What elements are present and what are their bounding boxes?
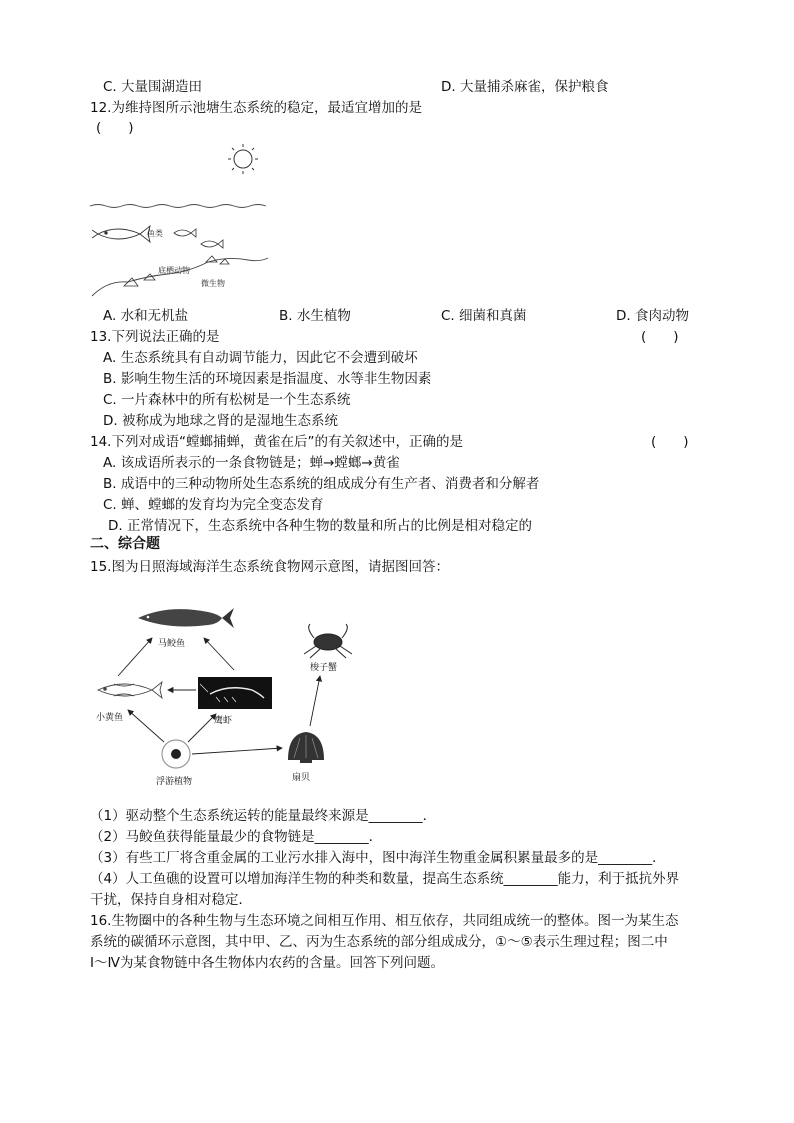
arrow-scallop-to-crab bbox=[310, 676, 320, 726]
q11-option-d: D. 大量捕杀麻雀，保护粮食 bbox=[441, 79, 609, 95]
scallop-icon bbox=[288, 732, 324, 763]
q14-option-a: A. 该成语所表示的一条食物链是；蝉→螳螂→黄雀 bbox=[103, 455, 400, 471]
plankton-icon bbox=[162, 740, 190, 768]
arrow-shrimp-to-mackerel bbox=[204, 638, 234, 670]
q14-option-d: D. 正常情况下，生态系统中各种生物的数量和所占的比例是相对稳定的 bbox=[108, 518, 532, 534]
q12-answer-paren: ( ) bbox=[96, 120, 134, 136]
q12-fig-label-benthic: 底栖动物 bbox=[158, 266, 190, 275]
q15-sub-4: （4）人工鱼礁的设置可以增加海洋生物的种类和数量，提高生态系统________能力，利于抵抗外界 bbox=[90, 871, 680, 887]
sun-icon bbox=[228, 144, 258, 174]
q12-stem: 12.为维持图所示池塘生态系统的稳定，最适宜增加的是 bbox=[90, 100, 422, 116]
arrow-plankton-to-scallop bbox=[192, 748, 282, 754]
q15-sub-1: （1）驱动整个生态系统运转的能量最终来源是________． bbox=[90, 808, 437, 824]
q15-fig-label-plankton: 浮游植物 bbox=[156, 777, 193, 787]
q14-answer-paren: ( ) bbox=[651, 434, 689, 450]
arrow-plankton-to-shrimp bbox=[188, 714, 216, 742]
pond-bottom bbox=[92, 258, 268, 296]
large-fish-icon bbox=[92, 226, 150, 242]
q13-option-d: D. 被称成为地球之肾的是湿地生态系统 bbox=[103, 413, 338, 429]
q12-pond-figure bbox=[88, 140, 270, 298]
q12-option-b: B. 水生植物 bbox=[279, 308, 351, 324]
q13-option-b: B. 影响生物生活的环境因素是指温度、水等非生物因素 bbox=[103, 371, 432, 387]
q15-fig-label-crab: 梭子蟹 bbox=[310, 663, 338, 673]
q15-fig-label-shrimp: 鹰虾 bbox=[214, 716, 233, 726]
q11-option-c: C. 大量围湖造田 bbox=[103, 79, 203, 95]
q15-sub-2: （2）马鲛鱼获得能量最少的食物链是________． bbox=[90, 829, 383, 845]
q16-line-1: 16.生物圈中的各种生物与生态环境之间相互作用、相互依存，共同组成统一的整体。图一为某生态 bbox=[90, 913, 679, 929]
q12-option-d: D. 食肉动物 bbox=[616, 308, 689, 324]
crab-icon bbox=[304, 624, 352, 658]
q16-line-3: Ⅰ～Ⅳ为某食物链中各生物体内农药的含量。回答下列问题。 bbox=[90, 955, 444, 971]
q14-option-b: B. 成语中的三种动物所处生态系统的组成成分有生产者、消费者和分解者 bbox=[103, 476, 540, 492]
q15-food-web-figure bbox=[88, 598, 388, 794]
q13-answer-paren: ( ) bbox=[641, 329, 679, 345]
q12-fig-label-fish: 鱼类 bbox=[147, 229, 163, 238]
q15-stem: 15.图为日照海域海洋生态系统食物网示意图，请据图回答： bbox=[90, 559, 449, 575]
q15-fig-label-scallop: 扇贝 bbox=[292, 773, 311, 783]
water-surface bbox=[90, 205, 266, 208]
q14-option-c: C. 蝉、螳螂的发育均为完全变态发育 bbox=[103, 497, 324, 513]
section-title: 二、综合题 bbox=[90, 536, 160, 552]
q16-line-2: 系统的碳循环示意图，其中甲、乙、丙为生态系统的部分组成成分，①～⑤表示生理过程；图二中 bbox=[90, 934, 668, 950]
mackerel-icon bbox=[138, 608, 234, 628]
arrow-croaker-to-mackerel bbox=[118, 638, 152, 676]
q13-option-c: C. 一片森林中的所有松树是一个生态系统 bbox=[103, 392, 351, 408]
yellow-croaker-icon bbox=[98, 682, 162, 698]
q15-fig-label-yellow-croaker: 小黄鱼 bbox=[96, 713, 124, 723]
arrow-plankton-to-croaker bbox=[128, 710, 164, 742]
shrimp-icon bbox=[198, 677, 272, 709]
q14-stem: 14.下列对成语“螳螂捕蝉，黄雀在后”的有关叙述中，正确的是 bbox=[90, 434, 463, 450]
q12-fig-label-microbes: 微生物 bbox=[201, 279, 225, 288]
small-fish-icon bbox=[174, 229, 223, 248]
q13-stem: 13.下列说法正确的是 bbox=[90, 329, 220, 345]
q15-sub-4-cont: 干扰，保持自身相对稳定． bbox=[90, 892, 252, 908]
q13-option-a: A. 生态系统具有自动调节能力，因此它不会遭到破坏 bbox=[103, 350, 418, 366]
q12-option-a: A. 水和无机盐 bbox=[103, 308, 189, 324]
q15-fig-label-mackerel: 马鲛鱼 bbox=[158, 639, 186, 649]
q15-sub-3: （3）有些工厂将含重金属的工业污水排入海中，图中海洋生物重金属积累量最多的是________． bbox=[90, 850, 666, 866]
q12-option-c: C. 细菌和真菌 bbox=[441, 308, 527, 324]
